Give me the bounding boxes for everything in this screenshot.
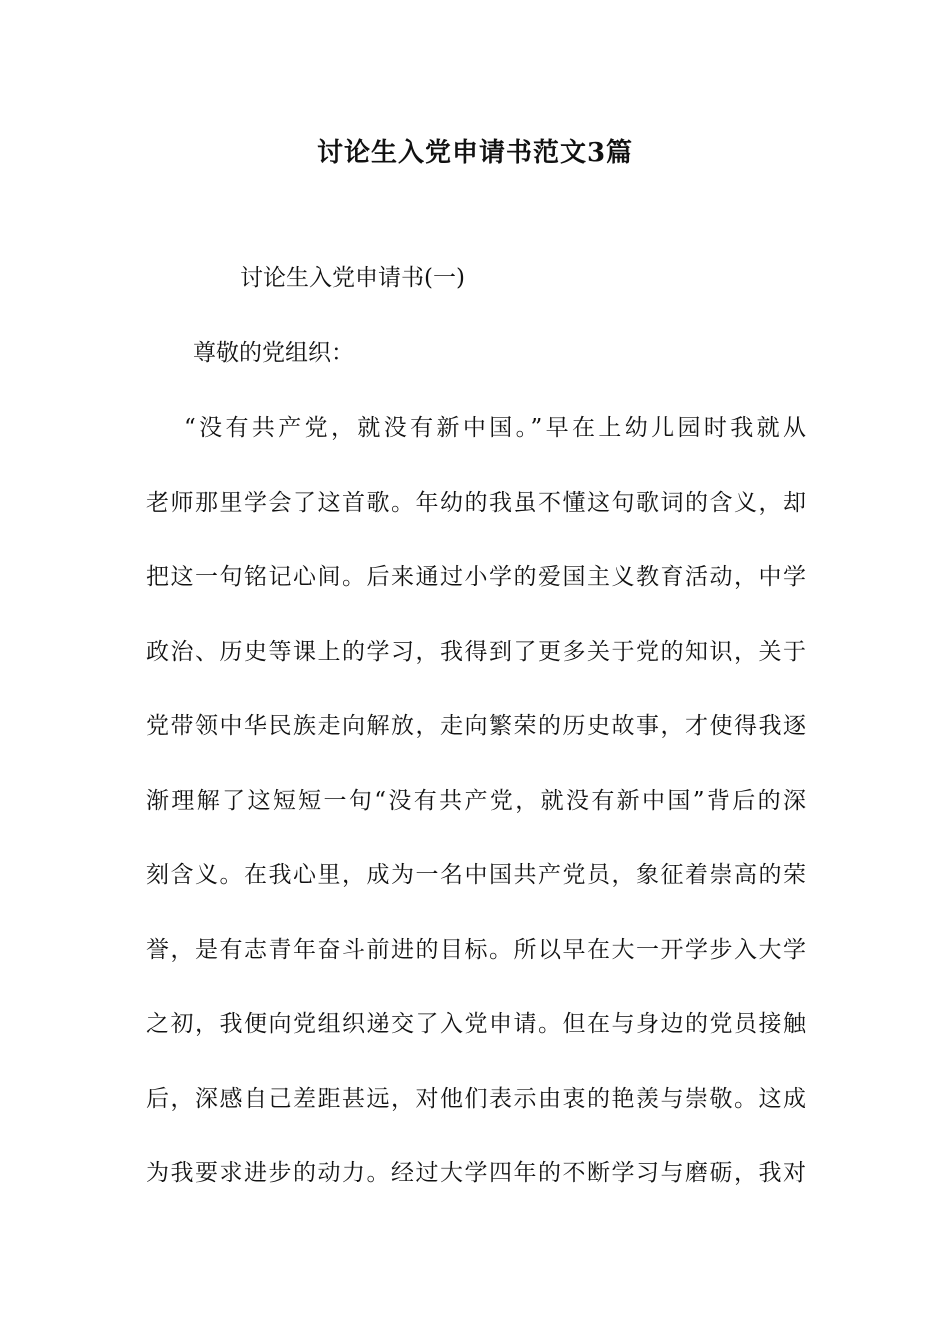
body-line: 誉，是有志青年奋斗前进的目标。所以早在大一开学步入大学 [146,937,806,963]
section-subtitle: 讨论生入党申请书(一) [240,265,465,291]
body-line: 之初，我便向党组织递交了入党申请。但在与身边的党员接触 [146,1011,806,1037]
body-line: 渐理解了这短短一句“没有共产党，就没有新中国”背后的深 [146,788,806,814]
body-line: 刻含义。在我心里，成为一名中国共产党员，象征着崇高的荣 [146,862,806,888]
body-line: 后，深感自己差距甚远，对他们表示由衷的艳羡与崇敬。这成 [146,1086,806,1112]
document-title: 讨论生入党申请书范文3篇 [316,138,634,168]
body-line: “没有共产党，就没有新中国。”早在上幼儿园时我就从 [184,415,806,441]
body-line: 党带领中华民族走向解放，走向繁荣的历史故事，才使得我逐 [146,713,806,739]
body-line: 为我要求进步的动力。经过大学四年的不断学习与磨砺，我对 [146,1160,806,1186]
body-line: 老师那里学会了这首歌。年幼的我虽不懂这句歌词的含义，却 [146,490,806,516]
body-line: 把这一句铭记心间。后来通过小学的爱国主义教育活动，中学 [146,564,806,590]
salutation: 尊敬的党组织： [193,340,354,366]
body-line: 政治、历史等课上的学习，我得到了更多关于党的知识，关于 [146,639,806,665]
